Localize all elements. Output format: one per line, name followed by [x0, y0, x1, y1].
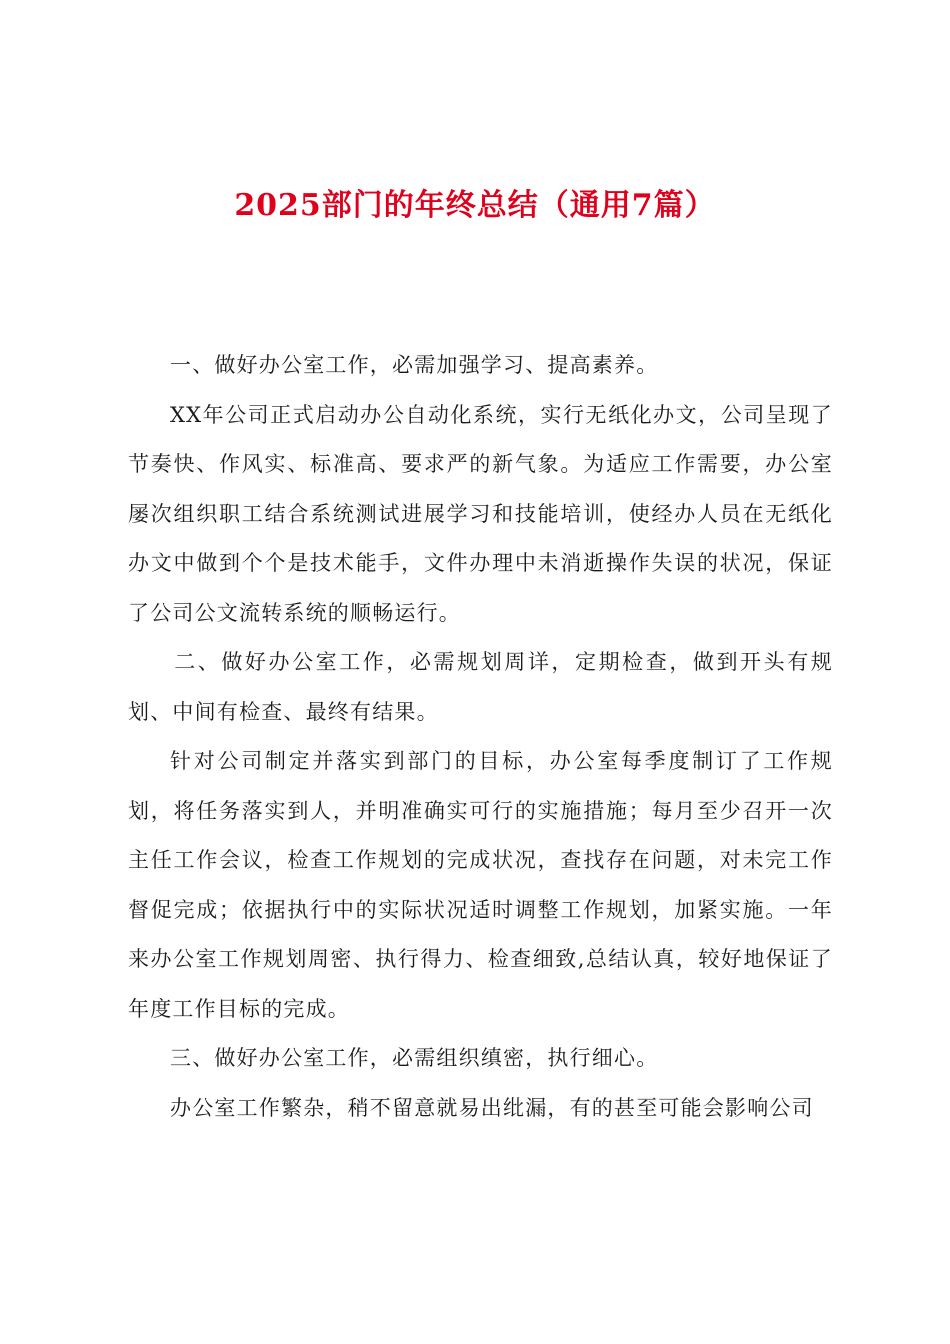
- section-heading-3: 三、做好办公室工作，必需组织缜密，执行细心。: [170, 1046, 659, 1070]
- paragraph-3: 办公室工作繁杂，稍不留意就易出纰漏，有的甚至可能会影响公司: [170, 1095, 814, 1120]
- paragraph-1: XX年公司正式启动办公自动化系统，实行无纸化办文，公司呈现了节奏快、作风实、标准高、要求严的新气象。为适应工作需要，办公室屡次组织职工结合系统测试进展学习和技能培训，使经办人员在无纸化办文中做到个个是技术能手，文件办理中未消逝操作失误的状况，保证了公司公文流转系统的顺畅运行。: [128, 402, 833, 625]
- section-heading-1: 一、做好办公室工作，必需加强学习、提高素养。: [170, 353, 659, 377]
- paragraph-2: 针对公司制定并落实到部门的目标，办公室每季度制订了工作规划，将任务落实到人，并明准确实可行的实施措施；每月至少召开一次主任工作会议，检查工作规划的完成状况，查找存在问题，对未完工作督促完成；依据执行中的实际状况适时调整工作规划，加紧实施。一年来办公室工作规划周密、执行得力、检查细致,总结认真，较好地保证了年度工作目标的完成。: [128, 749, 833, 1021]
- section-heading-2: 二、做好办公室工作，必需规划周详，定期检查，做到开头有规划、中间有检查、最终有结果。: [128, 650, 833, 724]
- document-body: [128, 341, 833, 1133]
- document-title: 2025部门的年终总结（通用7篇）: [234, 188, 716, 223]
